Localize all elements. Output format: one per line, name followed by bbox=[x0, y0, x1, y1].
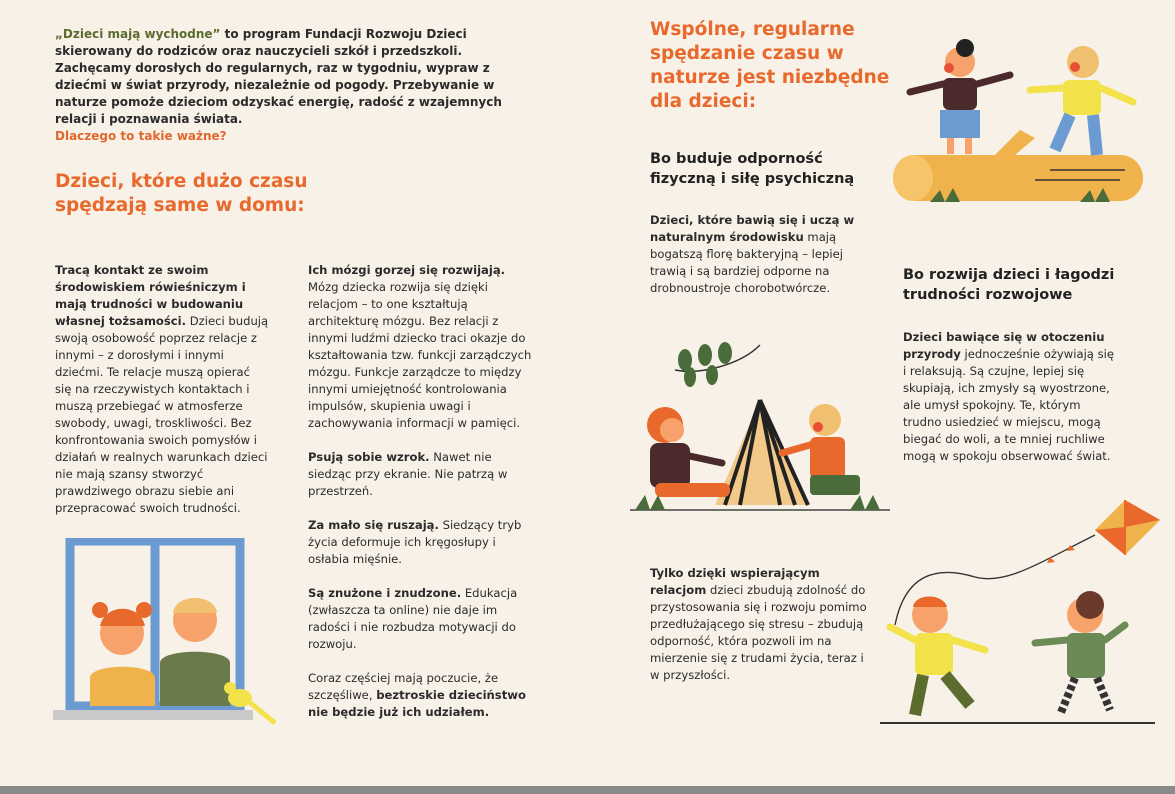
section1-heading: Bo buduje odporność fizyczną i siłę psychiczną bbox=[650, 151, 855, 187]
col2-paragraph-3 bbox=[308, 517, 533, 568]
col2-p4-bold: Są znużone i znudzone. bbox=[308, 586, 462, 600]
col2-paragraph-5 bbox=[308, 670, 533, 721]
section2-text bbox=[903, 329, 1118, 465]
col2-p5-text: Coraz częściej mają poczucie, że szczęśliwe, bbox=[308, 671, 499, 702]
column-2 bbox=[308, 262, 533, 738]
log-children-illustration bbox=[885, 30, 1155, 215]
col2-paragraph-4 bbox=[308, 585, 533, 653]
col2-paragraph-2 bbox=[308, 449, 533, 500]
col2-p2-text: Nawet nie siedząc przy ekranie. Nie patrzą w przestrzeń. bbox=[308, 450, 508, 498]
left-heading: Dzieci, które dużo czasu spędzają same w domu: bbox=[55, 171, 308, 216]
column-1 bbox=[55, 262, 270, 517]
section2-heading: Bo rozwija dzieci i łagodzi trudności rozwojowe bbox=[903, 267, 1115, 303]
program-name: „Dzieci mają wychodne” bbox=[55, 27, 221, 41]
col1-bold: Tracą kontakt ze swoim środowiskiem rówieśniczym i mają trudności w budowaniu własnej tożsamości. bbox=[55, 263, 246, 328]
col2-paragraph-1 bbox=[308, 262, 533, 432]
section3-body: dzieci zbudują zdolność do przystosowania się i rozwoju pomimo przedłużającego się stresu – zbudują odporność, która pozwoli im na mierzenie się z trudami życia, teraz i w przyszłości. bbox=[650, 583, 867, 682]
col2-p4-text: Edukacja (zwłaszcza ta online) nie daje im radości i nie rozbudza motywacji do rozwoju. bbox=[308, 586, 518, 651]
intro-paragraph bbox=[55, 26, 525, 145]
section1-bold: Dzieci, które bawią się i uczą w naturalnym środowisku bbox=[650, 213, 855, 244]
col2-p1-bold: Ich mózgi gorzej się rozwijają. bbox=[308, 263, 506, 277]
tent-illustration bbox=[630, 335, 890, 515]
section2-bold: Dzieci bawiące się w otoczeniu przyrody bbox=[903, 330, 1105, 361]
col2-p2-bold: Psują sobie wzrok. bbox=[308, 450, 430, 464]
intro-text: to program Fundacji Rozwoju Dzieci skierowany do rodziców oraz nauczycieli szkół i przedszkoli. Zachęcamy dorosłych do regularnych, raz w tygodniu, wypraw z dziećmi w świat przyrody, niezależnie od pogody. Przebywanie w naturze pomoże dzieciom odzyskać energię, radość z wzajemnych relacji i poznawania świata. bbox=[55, 27, 502, 126]
section3-text bbox=[650, 565, 875, 684]
kite-illustration bbox=[875, 495, 1170, 730]
why-question: Dlaczego to takie ważne? bbox=[55, 129, 227, 143]
col2-p3-text: Siedzący tryb życia deformuje ich kręgosłupy i osłabia mięśnie. bbox=[308, 518, 522, 566]
col1-text: Dzieci budują swoją osobowość poprzez relacje z innymi – z dorosłymi i innymi dziećmi. Te relacje muszą opierać się na rzeczywistych kontaktach i muszą przebiegać w atmosferze swobody, uwagi, troskliwości. Bez konfrontowania swoich pomysłów i działań w realnych warunkach dzieci nie mają szansy stworzyć prawdziwego obrazu siebie ani przepracować swoich trudności. bbox=[55, 314, 269, 515]
window-illustration bbox=[50, 538, 280, 728]
bottom-bar bbox=[0, 786, 1175, 794]
col2-p3-bold: Za mało się ruszają. bbox=[308, 518, 439, 532]
section3-bold: Tylko dzięki wspierającym relacjom bbox=[650, 566, 820, 597]
col2-p1-text: Mózg dziecka rozwija się dzięki relacjom – to one kształtują architekturę mózgu. Bez relacji z innymi ludźmi dziecko traci okazje do kształtowania tzw. funkcji zarządczych mózgu. Funkcje zarządcze to między innymi umiejętność kontrolowania impulsów, skupienia uwagi i zachowywania informacji w pamięci. bbox=[308, 280, 532, 430]
section2-body: jednocześnie ożywiają się i relaksują. Są czujne, lepiej się skupiają, ich zmysły są wyostrzone, ale umysł spokojny. Te, którym trudno usiedzieć w miejscu, mogą biegać do woli, a te mniej ruchliwe mogą w spokoju obserwować świat. bbox=[903, 347, 1114, 463]
right-heading: Wspólne, regularne spędzanie czasu w naturze jest niezbędne dla dzieci: bbox=[650, 19, 890, 112]
section1-body: mają bogatszą florę bakteryjną – lepiej trawią i są bardziej odporne na drobnoustroje chorobotwórcze. bbox=[650, 230, 843, 295]
col2-p5-bold: beztroskie dzieciństwo nie będzie już ich udziałem. bbox=[308, 688, 526, 719]
section1-text bbox=[650, 212, 875, 297]
